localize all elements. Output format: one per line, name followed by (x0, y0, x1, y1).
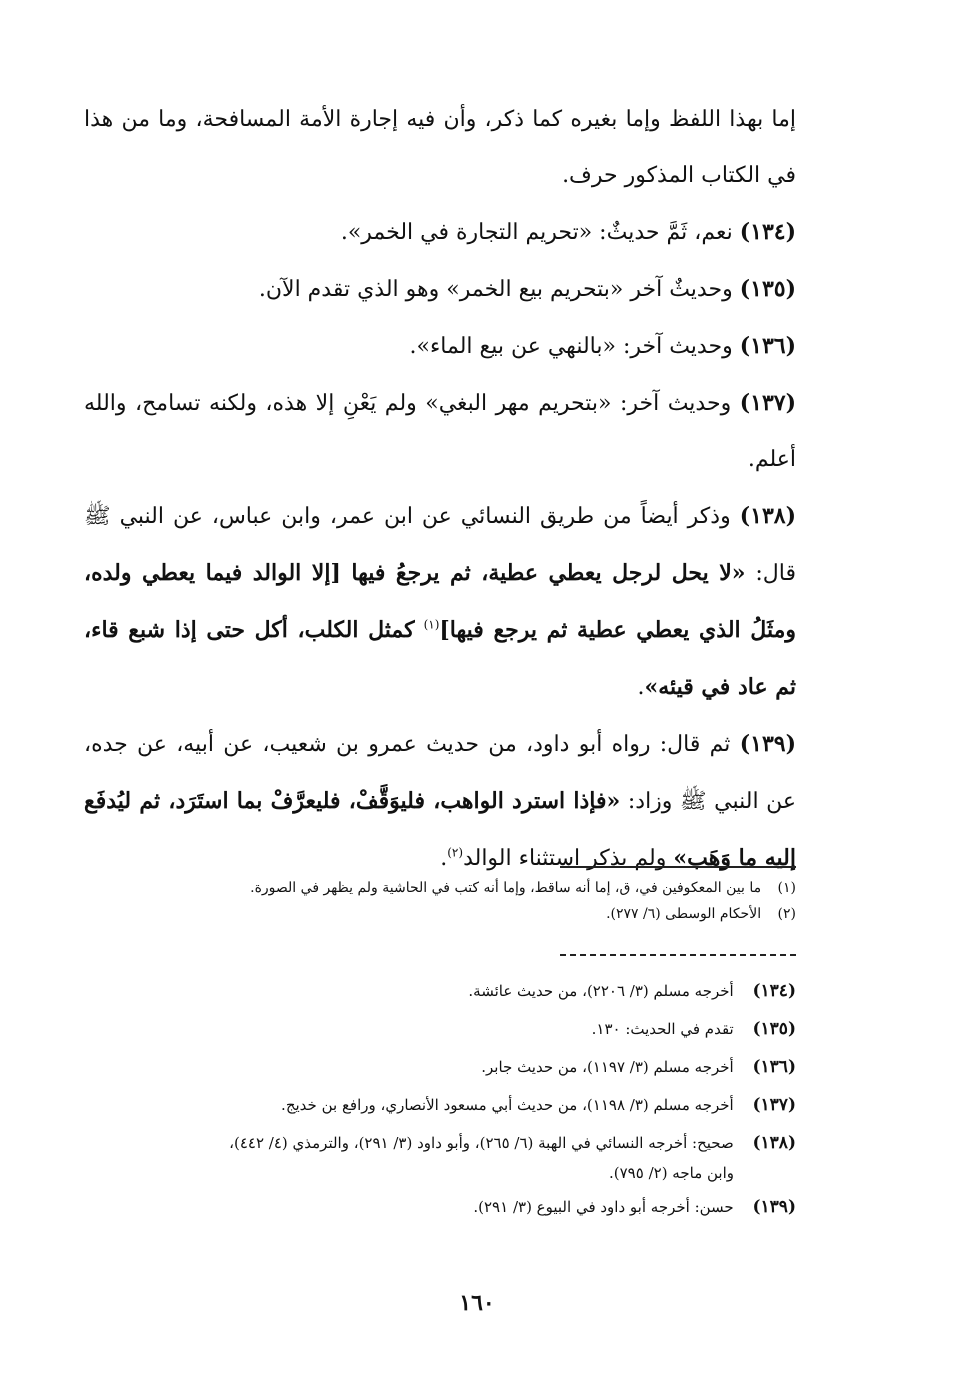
paragraph-134 (84, 204, 796, 261)
reference-text: صحيح: أخرجه النسائي في الهبة (٦/ ٢٦٥)، وأبو داود (٣/ ٢٩١)، والترمذي (٤/ ٤٤٢)، (229, 1134, 734, 1152)
paragraph-text: إما بهذا اللفظ وإما بغيره كما ذكر، وأن فيه إجارة الأمة المسافحة، وما من هذا في الكتاب المذكور حرف. (84, 107, 796, 188)
references (84, 972, 796, 1226)
reference-item (84, 1124, 796, 1188)
entry-number: (١٣٧) (739, 390, 797, 416)
reference-number: (١٣٨) (752, 1133, 796, 1153)
reference-item (84, 1010, 796, 1048)
paragraph-139 (84, 716, 796, 887)
footnotes (84, 875, 796, 927)
reference-item (84, 1188, 796, 1226)
entry-number: (١٣٩) (739, 731, 796, 757)
paragraph-text: وحديث آخر: «بتحريم مهر البغي» ولم يَعْنِ إلا هذه، ولكنه تسامح، والله أعلم. (84, 391, 796, 472)
paragraph-rest: ولم يذكر استثناء الوالد (463, 846, 667, 871)
entry-number: (١٣٦) (739, 333, 796, 359)
paragraph-end: . (637, 675, 645, 700)
references-divider (560, 954, 796, 956)
footnote-item (84, 875, 796, 901)
footnote-text: ما بين المعكوفين في، ق، إما أنه ساقط، وإما أنه كتب في الحاشية ولم يظهر في الصورة. (250, 880, 762, 896)
reference-number: (١٣٥) (752, 1019, 796, 1039)
reference-number: (١٣٦) (752, 1057, 796, 1077)
paragraph-text: نعم، ثَمَّ حديثٌ: «تحريم التجارة في الخمر». (340, 220, 733, 245)
footnote-number: (٢) (777, 906, 796, 922)
reference-text: أخرجه مسلم (٣/ ١١٩٨)، من حديث أبي مسعود الأنصاري، ورافع بن خديج. (281, 1096, 734, 1114)
reference-item (84, 972, 796, 1010)
footnote-text: الأحكام الوسطى (٦/ ٢٧٧). (606, 906, 762, 922)
footnote-ref[interactable]: (٢) (447, 845, 464, 860)
entry-number: (١٣٥) (739, 276, 796, 302)
paragraph-intro (84, 92, 796, 204)
hadith-text: «لا يحل لرجل يعطي عطية، ثم يرجعُ فيها [إلا الوالد فيما يعطي ولده، ومثَلُ الذي يعطي عطية ثم يرجع فيها] (84, 560, 796, 643)
paragraph-intro-text: ثم قال: رواه أبو داود، من حديث عمرو بن شعيب، عن أبيه، عن جده، عن النبي ﷺ وزاد: (84, 732, 796, 814)
paragraph-136 (84, 318, 796, 375)
hadith-text-continued: كمثل الكلب، أكل حتى إذا شبع قاء، ثم عاد في قيئه» (84, 617, 796, 700)
reference-text-continued: وابن ماجه (٢/ ٧٩٥). (609, 1164, 734, 1182)
page-number: ١٦٠ (459, 1290, 495, 1316)
paragraph-135 (84, 261, 796, 318)
paragraph-137 (84, 375, 796, 488)
reference-item (84, 1048, 796, 1086)
paragraph-intro-text: وذكر أيضاً من طريق النسائي عن ابن عمر، وابن عباس، عن النبي ﷺ قال: (84, 504, 796, 586)
reference-text: حسن: أخرجه أبو داود في البيوع (٣/ ٢٩١). (473, 1198, 734, 1216)
entry-number: (١٣٤) (739, 219, 796, 245)
paragraph-end: . (440, 846, 448, 871)
reference-text: أخرجه مسلم (٣/ ١١٩٧)، من حديث جابر. (481, 1058, 734, 1076)
reference-number: (١٣٩) (752, 1197, 796, 1217)
paragraph-text: وحديث آخر: «بالنهي عن بيع الماء». (409, 334, 733, 359)
main-text (84, 92, 796, 887)
reference-item (84, 1086, 796, 1124)
footnote-divider (560, 866, 796, 868)
paragraph-text: وحديثٌ آخر «بتحريم بيع الخمر» وهو الذي تقدم الآن. (258, 277, 733, 302)
reference-number: (١٣٤) (752, 981, 796, 1001)
paragraph-138 (84, 488, 796, 716)
footnote-ref[interactable]: (١) (423, 617, 440, 632)
reference-text: تقدم في الحديث: ١٣٠. (591, 1020, 734, 1038)
reference-number: (١٣٧) (752, 1095, 796, 1115)
hadith-text: «فإذا استرد الواهب، فليوَقَّفْ، فليعرَّفْ بما استَرَد، ثم ليُدفَع إليه ما وَهَب» (84, 788, 796, 871)
reference-text: أخرجه مسلم (٣/ ٢٢٠٦)، من حديث عائشة. (468, 982, 734, 1000)
footnote-item (84, 901, 796, 927)
footnote-number: (١) (777, 880, 796, 896)
entry-number: (١٣٨) (739, 503, 796, 529)
